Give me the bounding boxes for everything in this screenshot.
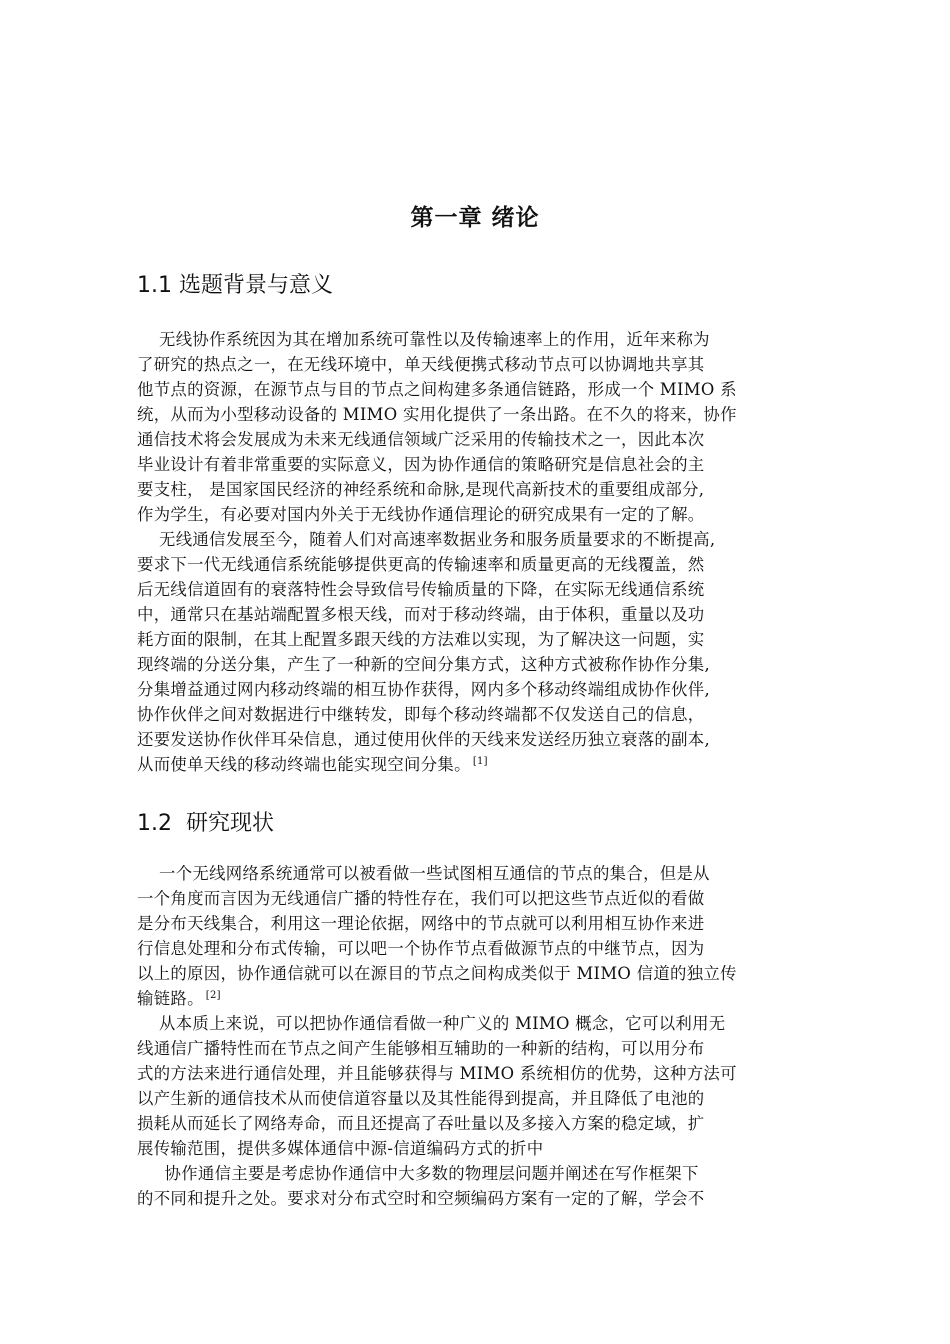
text-line: 一个角度而言因为无线通信广播的特性存在，我们可以把这些节点近似的看做 — [137, 889, 705, 908]
text-line: 线通信广播特性而在节点之间产生能够相互辅助的一种新的结构，可以用分布 — [137, 1039, 705, 1058]
text-line: 通信技术将会发展成为未来无线通信领域广泛采用的传输技术之一，因此本次 — [137, 430, 705, 449]
text-line: 无线协作系统因为其在增加系统可靠性以及传输速率上的作用，近年来称为 — [137, 330, 710, 349]
paragraph — [137, 1161, 737, 1211]
text-line: 要支柱， 是国家国民经济的神经系统和命脉,是现代高新技术的重要组成部分, — [137, 480, 705, 499]
text-line: 他节点的资源，在源节点与目的节点之间构建多条通信链路，形成一个 MIMO 系 — [137, 380, 737, 399]
text-line: 输链路。 — [137, 989, 204, 1008]
text-line: 损耗从而延长了网络寿命，而且还提高了吞吐量以及多接入方案的稳定域，扩 — [137, 1114, 705, 1133]
text-line: 统，从而为小型移动设备的 MIMO 实用化提供了一条出路。在不久的将来，协作 — [137, 405, 737, 424]
text-line: 分集增益通过网内移动终端的相互协作获得，网内多个移动终端组成协作伙伴, — [137, 680, 710, 699]
text-line: 从而使单天线的移动终端也能实现空间分集。 — [137, 755, 471, 774]
text-line: 的不同和提升之处。要求对分布式空时和空频编码方案有一定的了解，学会不 — [137, 1189, 705, 1208]
text-line: 式的方法来进行通信处理，并且能够获得与 MIMO 系统相仿的优势，这种方法可 — [137, 1064, 737, 1083]
section-heading-1-1: 1.1 选题背景与意义 — [137, 273, 333, 298]
citation-ref: [2] — [205, 989, 221, 1001]
citation-ref: [1] — [472, 755, 488, 767]
text-line: 还要发送协作伙伴耳朵信息，通过使用伙伴的天线来发送经历独立衰落的副本, — [137, 730, 710, 749]
text-line: 展传输范围，提供多媒体通信中源-信道编码方式的折中 — [137, 1139, 544, 1158]
section-heading-1-2: 1.2 研究现状 — [137, 811, 274, 836]
text-line: 现终端的分送分集，产生了一种新的空间分集方式，这种方式被称作协作分集, — [137, 655, 710, 674]
text-line: 了研究的热点之一，在无线环境中，单天线便携式移动节点可以协调地共享其 — [137, 355, 705, 374]
text-line: 要求下一代无线通信系统能够提供更高的传输速率和质量更高的无线覆盖，然 — [137, 555, 705, 574]
text-line: 耗方面的限制，在其上配置多跟天线的方法难以实现，为了解决这一问题，实 — [137, 630, 705, 649]
text-line: 协作伙伴之间对数据进行中继转发，即每个移动终端都不仅发送自己的信息， — [137, 705, 705, 724]
paragraph — [137, 1011, 737, 1161]
text-line: 从本质上来说，可以把协作通信看做一种广义的 MIMO 概念，它可以利用无 — [137, 1014, 726, 1033]
text-line: 毕业设计有着非常重要的实际意义，因为协作通信的策略研究是信息社会的主 — [137, 455, 705, 474]
text-line: 以上的原因，协作通信就可以在源目的节点之间构成类似于 MIMO 信道的独立传 — [137, 964, 737, 983]
section-1-1-body — [137, 327, 737, 777]
text-line: 后无线信道固有的衰落特性会导致信号传输质量的下降，在实际无线通信系统 — [137, 580, 705, 599]
text-line: 行信息处理和分布式传输，可以吧一个协作节点看做源节点的中继节点，因为 — [137, 939, 705, 958]
text-line: 无线通信发展至今，随着人们对高速率数据业务和服务质量要求的不断提高, — [137, 530, 716, 549]
paragraph — [137, 327, 737, 527]
paragraph — [137, 861, 737, 1011]
section-1-2-body — [137, 861, 737, 1211]
text-line: 作为学生，有必要对国内外关于无线协作通信理论的研究成果有一定的了解。 — [137, 505, 705, 524]
text-line: 协作通信主要是考虑协作通信中大多数的物理层问题并阐述在写作框架下 — [137, 1164, 699, 1183]
paragraph — [137, 527, 737, 777]
text-line: 以产生新的通信技术从而使信道容量以及其性能得到提高，并且降低了电池的 — [137, 1089, 705, 1108]
text-line: 中，通常只在基站端配置多根天线，而对于移动终端，由于体积，重量以及功 — [137, 605, 705, 624]
text-line: 是分布天线集合，利用这一理论依据，网络中的节点就可以利用相互协作来进 — [137, 914, 705, 933]
text-line: 一个无线网络系统通常可以被看做一些试图相互通信的节点的集合，但是从 — [137, 864, 710, 883]
chapter-title: 第一章 绪论 — [410, 205, 540, 231]
